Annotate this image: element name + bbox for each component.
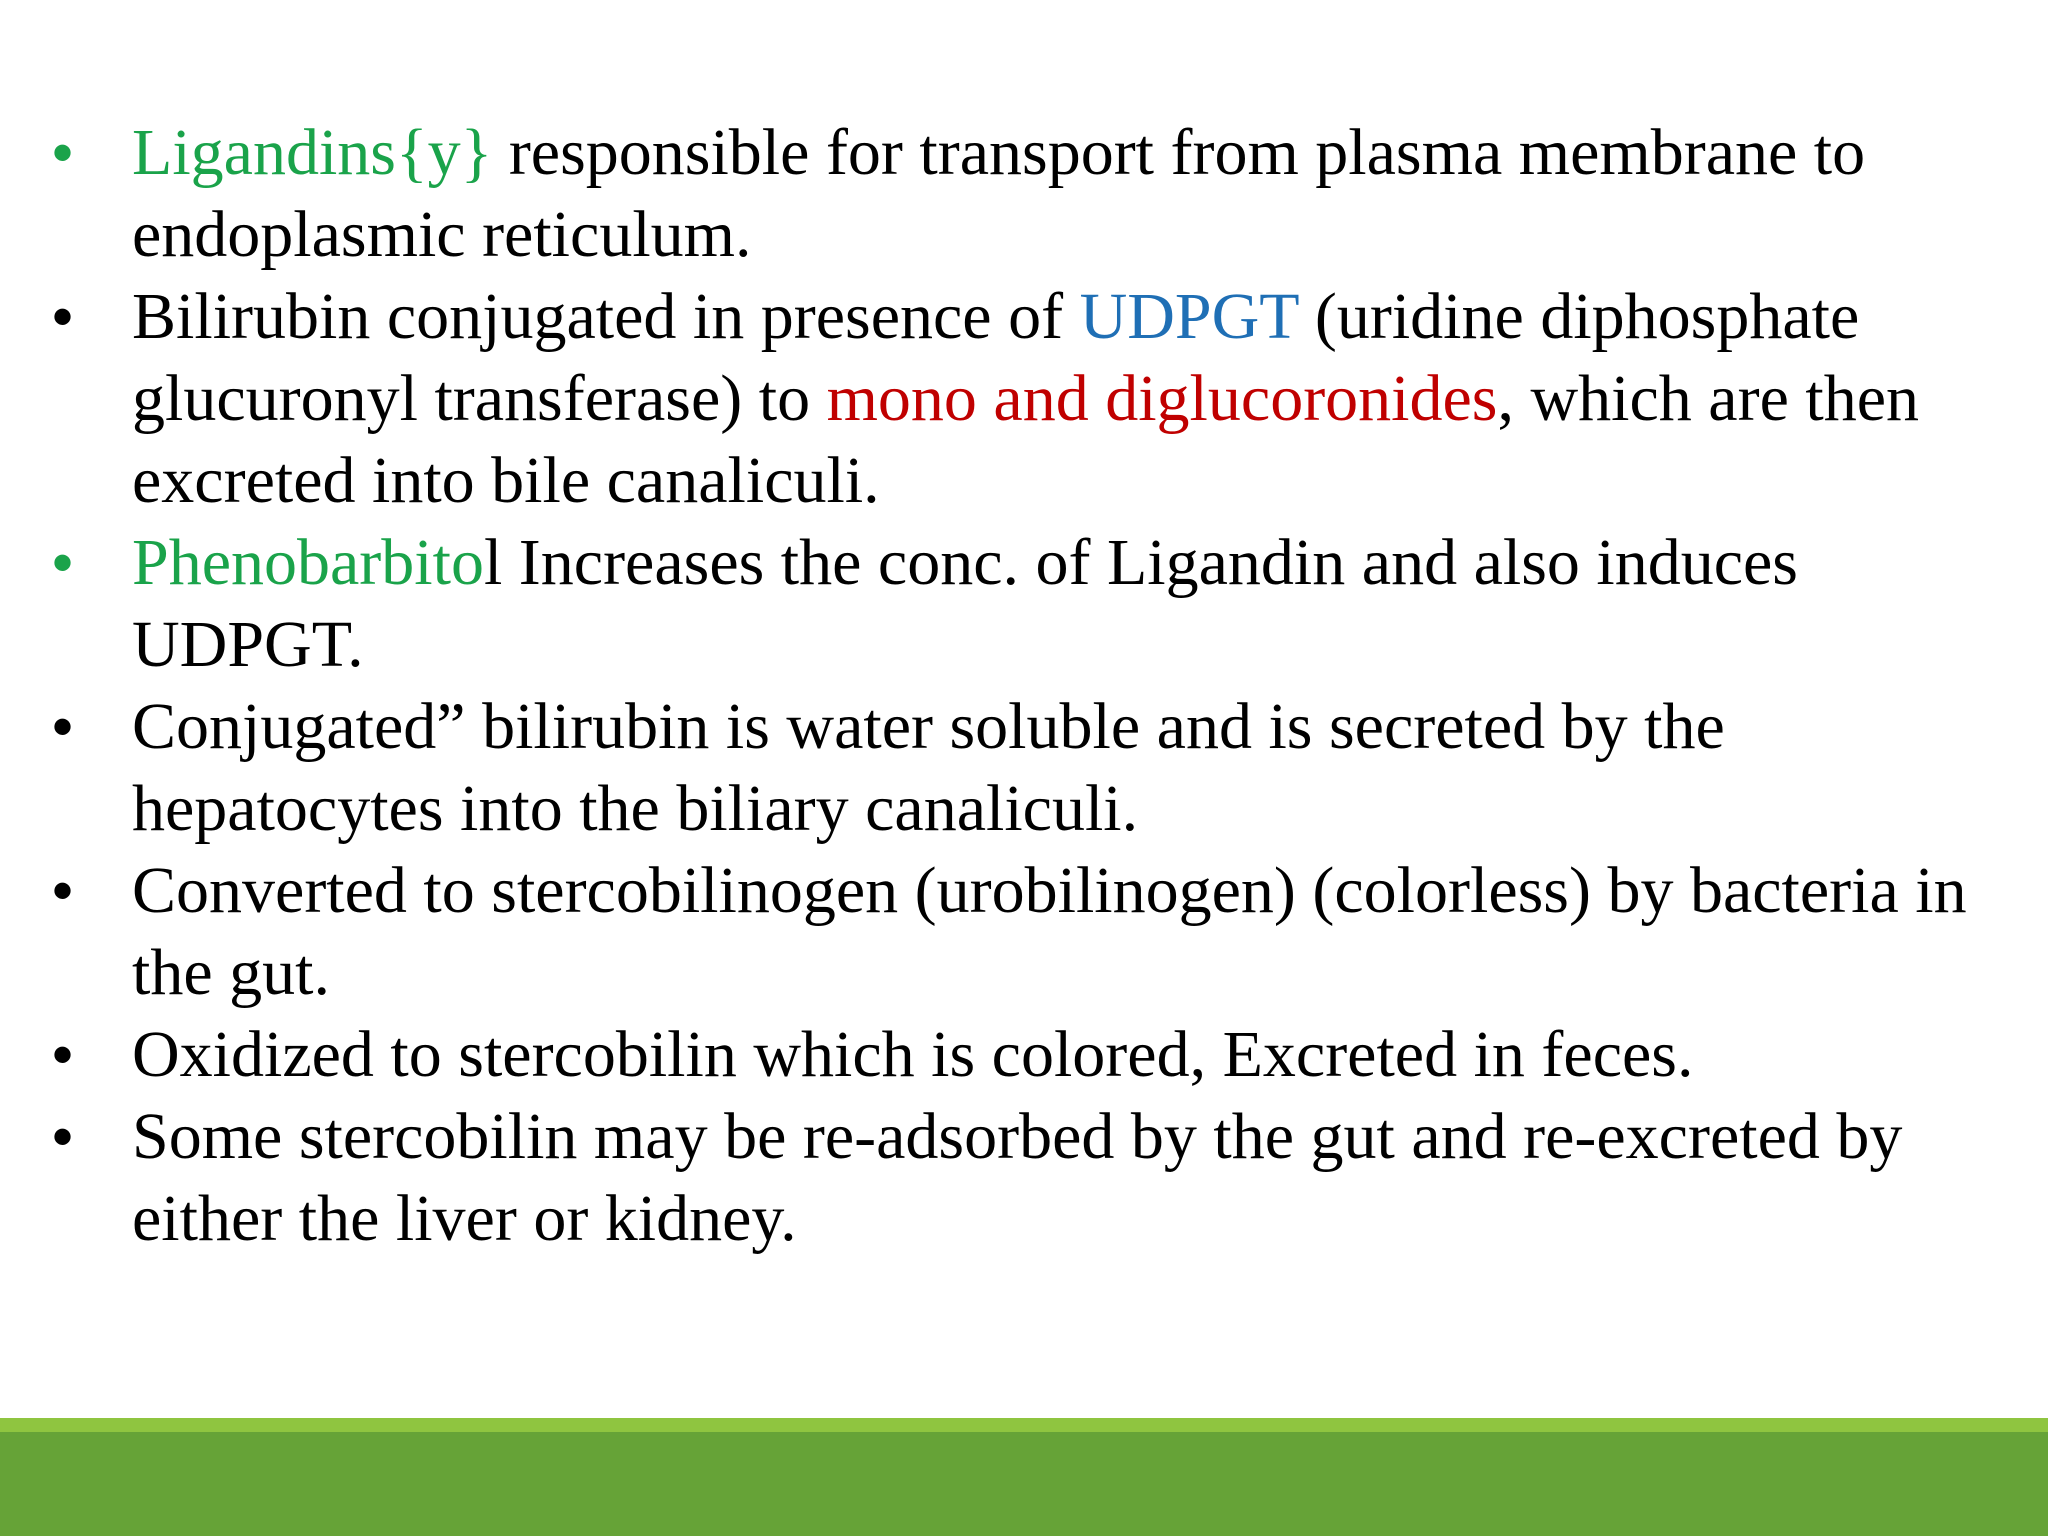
bullet-item (52, 850, 2002, 1014)
bullet-dot-icon: • (52, 529, 74, 596)
bullet-text-segment: Conjugated” bilirubin is water soluble and is secreted by the hepatocytes into the biliary canaliculi. (132, 690, 1725, 845)
bullet-text-segment: mono and diglucoronides (826, 362, 1498, 435)
bullet-text-segment: Phenobarbito (132, 526, 484, 599)
bullet-item (52, 522, 2002, 686)
bullet-item (52, 1096, 2002, 1260)
footer-accent-line (0, 1418, 2048, 1432)
bullet-dot-icon: • (52, 857, 74, 924)
bullet-dot-icon: • (52, 119, 74, 186)
bullet-dot-icon: • (52, 1021, 74, 1088)
bullet-item (52, 686, 2002, 850)
bullet-text-segment: Converted to stercobilinogen (urobilinogen) (colorless) by bacteria in the gut. (132, 854, 1967, 1009)
bullet-dot-icon: • (52, 1103, 74, 1170)
bullet-dot-icon: • (52, 283, 74, 350)
bullet-text-segment: (uridine diphosphate glucuronyl transferase) to (132, 280, 1860, 435)
slide-body (52, 112, 2002, 1260)
footer-bar (0, 1432, 2048, 1536)
bullet-dot-icon: • (52, 693, 74, 760)
bullet-text-segment: UDPGT (1079, 280, 1299, 353)
bullet-text-segment: l Increases the conc. of Ligandin and also induces UDPGT. (132, 526, 1798, 681)
bullet-item (52, 1014, 2002, 1096)
bullet-item (52, 112, 2002, 276)
bullet-list (52, 112, 2002, 1260)
bullet-text-segment: Ligandins{y} (132, 116, 493, 189)
bullet-text-segment: Bilirubin conjugated in presence of (132, 280, 1080, 353)
bullet-text-segment: , which are then excreted into bile canaliculi. (132, 362, 1919, 517)
bullet-text-segment: Oxidized to stercobilin which is colored, Excreted in feces. (132, 1018, 1694, 1091)
bullet-text-segment: Some stercobilin may be re-adsorbed by the gut and re-excreted by either the liver or kidney. (132, 1100, 1903, 1255)
bullet-text-segment: responsible for transport from plasma membrane to endoplasmic reticulum. (132, 116, 1866, 271)
bullet-item (52, 276, 2002, 522)
